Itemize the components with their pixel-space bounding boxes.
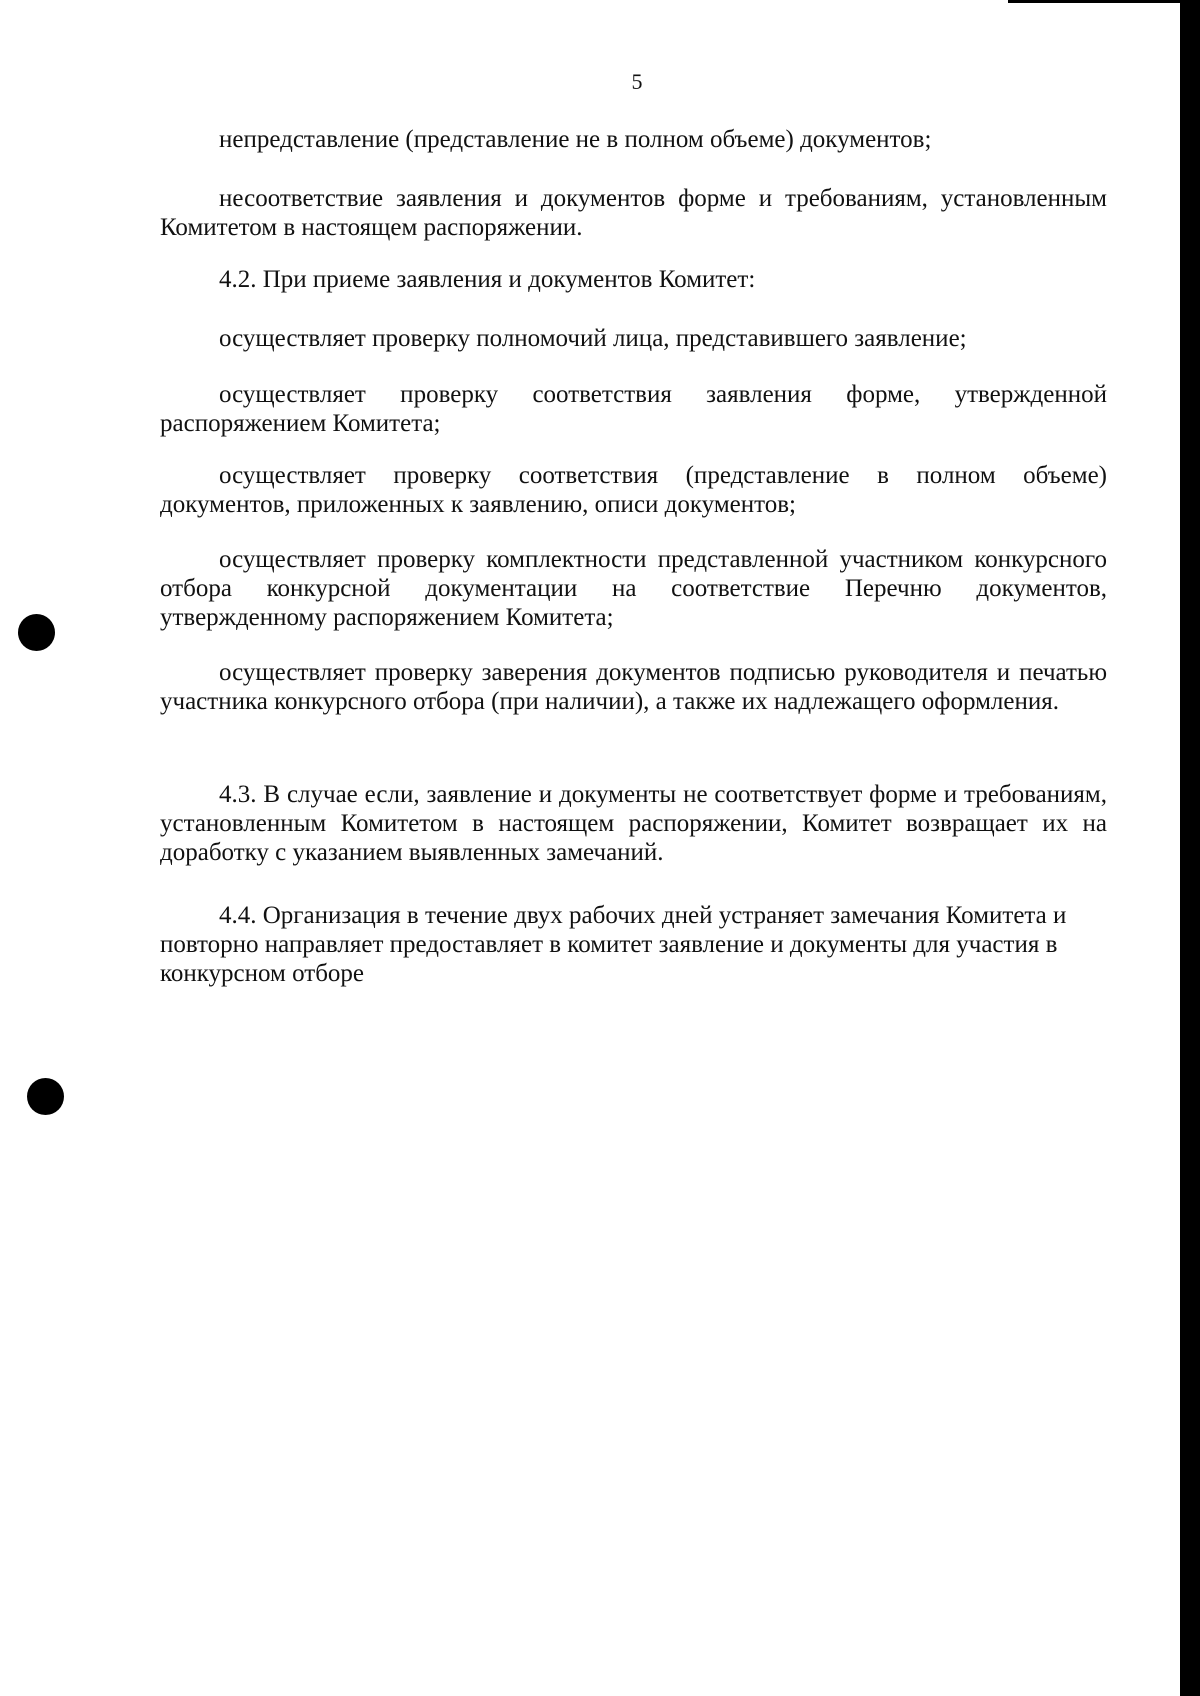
page-number: 5 [631, 69, 643, 94]
scan-edge-top [1008, 0, 1200, 3]
paragraph-non-submission: непредставление (представление не в полном объеме) документов; [219, 126, 932, 153]
paragraph-check-form: осуществляет проверку соответствия заявления форме, утвержденной распоряжением Комитета; [160, 381, 1107, 437]
paragraph-non-compliance: несоответствие заявления и документов форме и требованиям, установленным Комитетом в настоящем распоряжении. [160, 185, 1107, 241]
scan-edge-right [1180, 0, 1200, 1696]
paragraph-check-certification: осуществляет проверку заверения документов подписью руководителя и печатью участника конкурсного отбора (при наличии), а также их надлежащего оформления. [160, 659, 1107, 715]
paragraph-4-4: 4.4. Организация в течение двух рабочих дней устраняет замечания Комитета и повторно направляет предоставляет в комитет заявление и документы для участия в конкурсном отборе [160, 902, 1067, 987]
punch-hole-upper [18, 614, 55, 651]
paragraph-check-completeness: осуществляет проверку комплектности представленной участником конкурсного отбора конкурсной документации на соответствие Перечню документов, утвержденному распоряжением Комитета; [160, 546, 1107, 631]
paragraph-4-2-heading: 4.2. При приеме заявления и документов Комитет: [219, 266, 756, 293]
punch-hole-lower [27, 1078, 64, 1115]
paragraph-4-3: 4.3. В случае если, заявление и документы не соответствует форме и требованиям, установленным Комитетом в настоящем распоряжении, Комитет возвращает их на доработку с указанием выявленных замечаний. [160, 781, 1107, 866]
paragraph-check-authority: осуществляет проверку полномочий лица, представившего заявление; [219, 325, 967, 352]
paragraph-check-inventory: осуществляет проверку соответствия (представление в полном объеме) документов, приложенных к заявлению, описи документов; [160, 462, 1107, 518]
